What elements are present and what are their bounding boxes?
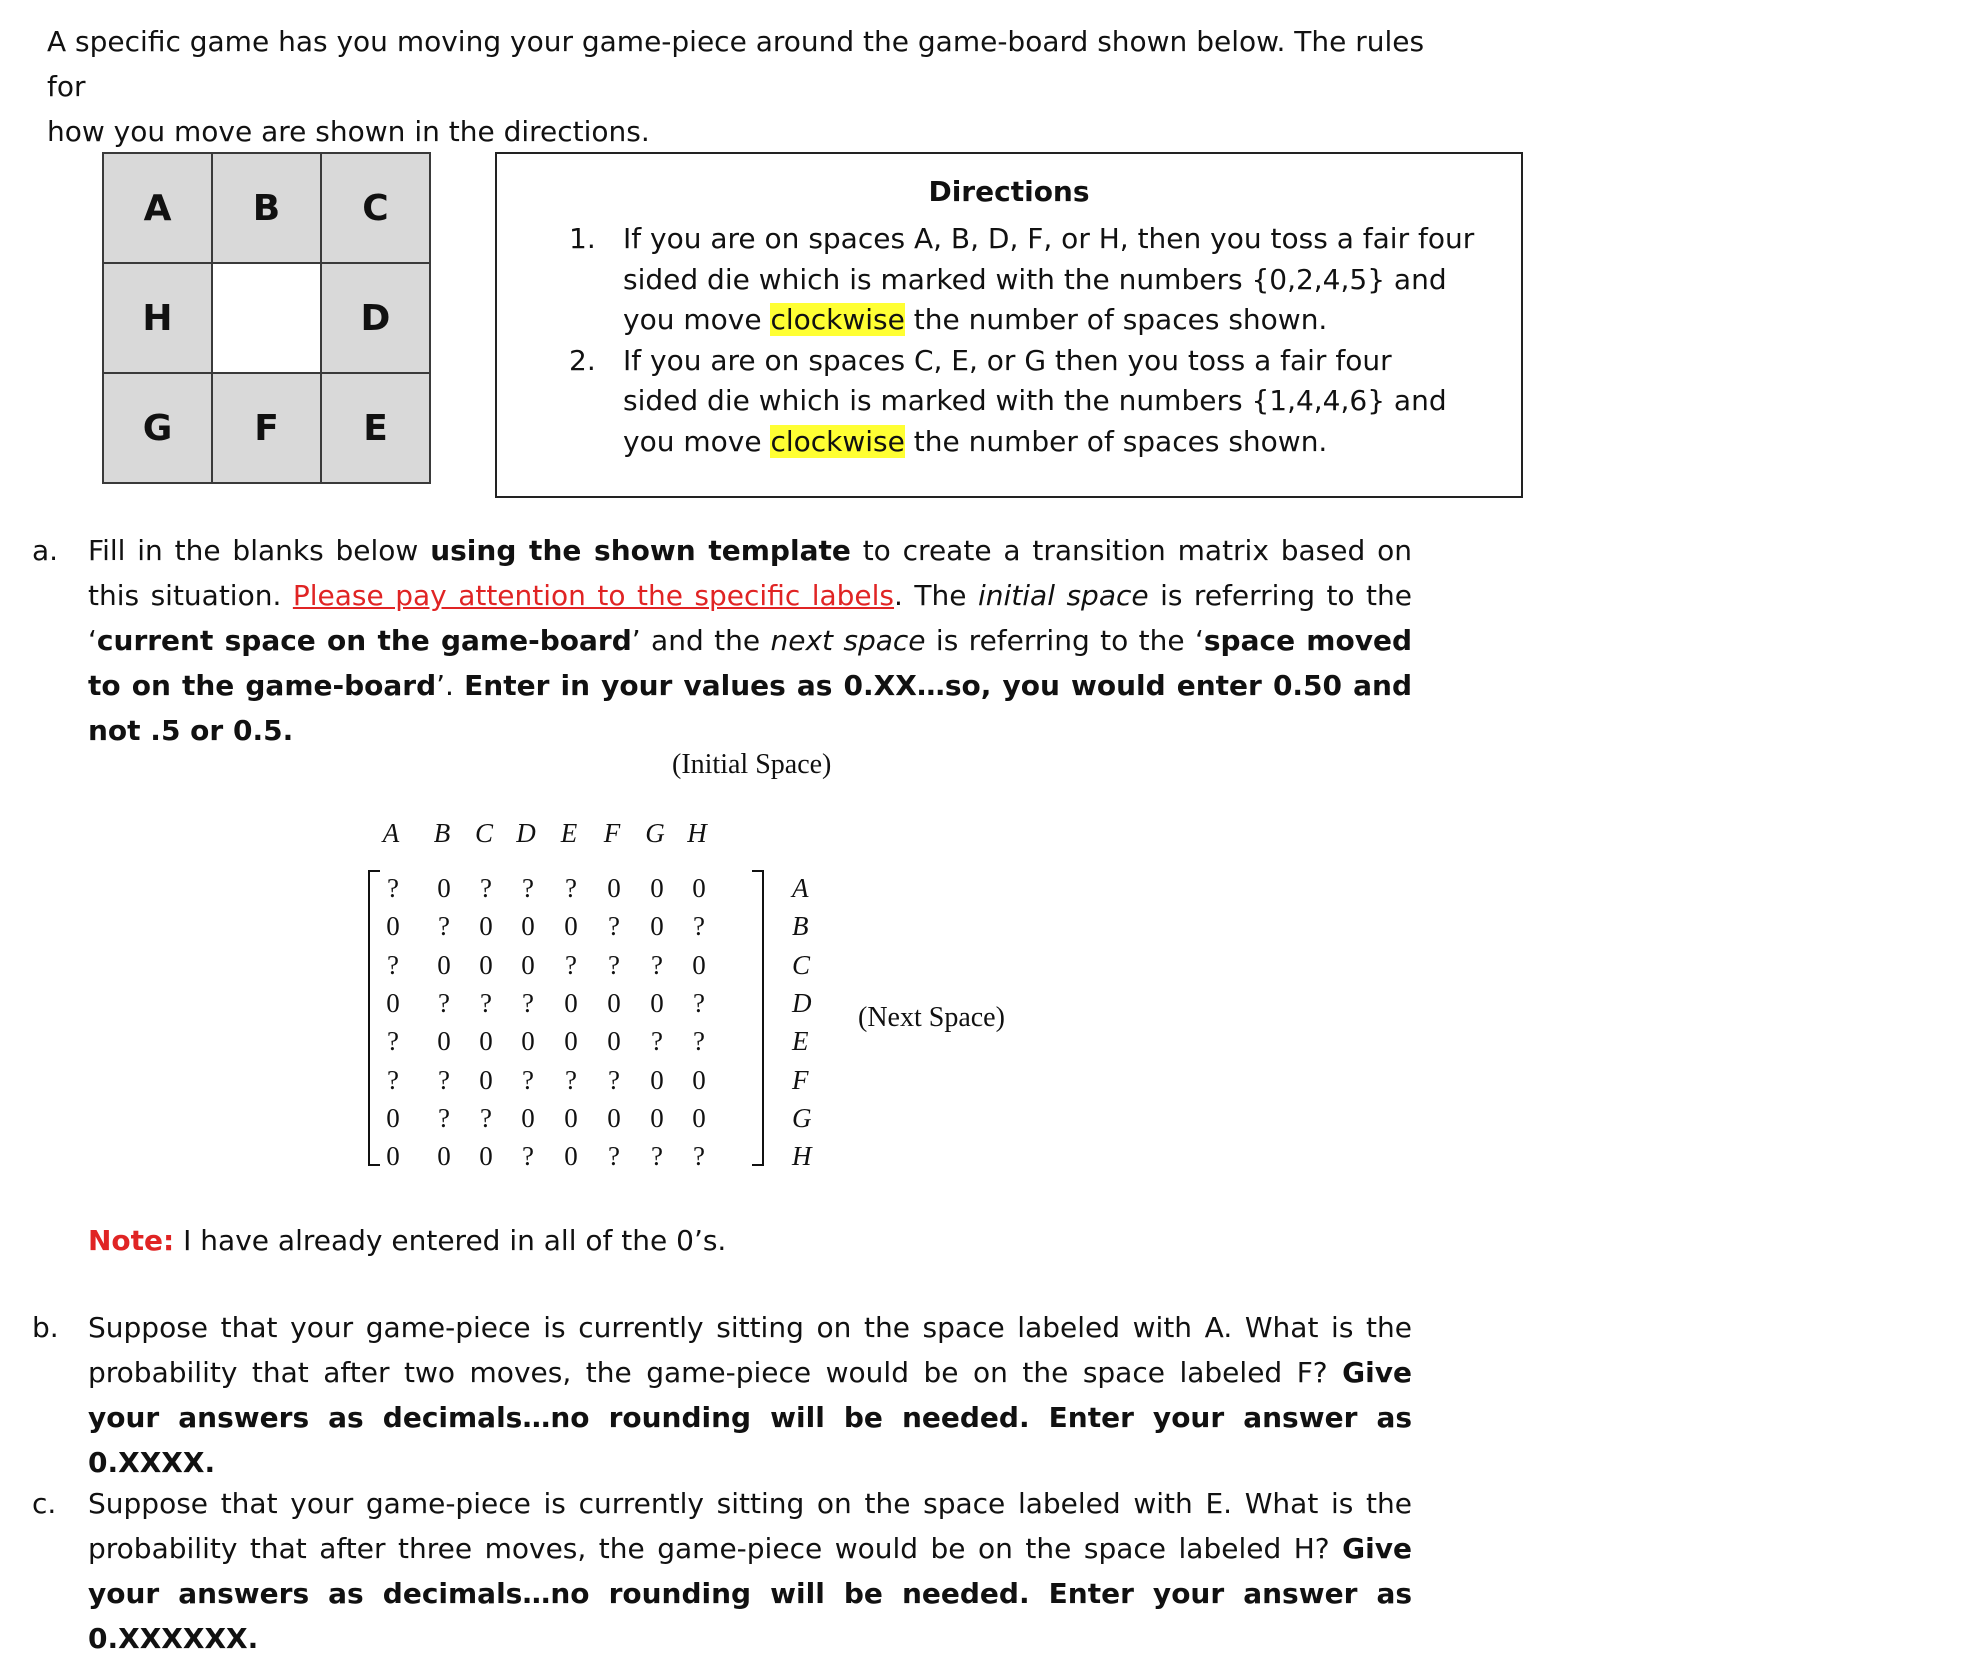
qa-bold-2: current space on the game-board — [96, 624, 632, 657]
question-a-label: a. — [32, 534, 59, 567]
matrix-cell: ? — [438, 988, 450, 1018]
matrix-cell: ? — [480, 1103, 492, 1133]
next-space-label: (Next Space) — [858, 1002, 1005, 1033]
matrix-cell: 0 — [607, 988, 621, 1018]
direction-item-1 — [555, 219, 1475, 341]
intro-line-2: how you move are shown in the directions. — [47, 115, 650, 148]
question-b-label: b. — [32, 1311, 59, 1344]
matrix-col-header: A — [382, 818, 400, 848]
board-cell-h: H — [103, 263, 212, 373]
matrix-cell: 0 — [521, 911, 535, 941]
matrix-cell: ? — [522, 988, 534, 1018]
matrix-cell: 0 — [479, 950, 493, 980]
matrix-row-label: C — [792, 950, 811, 980]
board-cell-f: F — [212, 373, 321, 483]
matrix-cell: ? — [387, 873, 399, 903]
qb-bold: Give your answers as decimals…no rounding will be needed. Enter your answer as 0.XXXX. — [88, 1356, 1412, 1479]
matrix-cell: 0 — [479, 1065, 493, 1095]
qa-text-1: Fill in the blanks below — [88, 534, 431, 567]
question-a-text — [88, 528, 1412, 753]
matrix-col-header: H — [687, 818, 707, 848]
matrix-row-label: G — [792, 1103, 812, 1133]
matrix-cell: ? — [438, 911, 450, 941]
matrix-cell: 0 — [564, 1141, 578, 1171]
matrix-cell: 0 — [479, 911, 493, 941]
matrix-row-label: D — [792, 988, 812, 1018]
board-cell-e: E — [321, 373, 430, 483]
matrix-row-label: A — [792, 873, 809, 903]
intro-paragraph — [47, 19, 1427, 154]
matrix-row-label: B — [792, 911, 809, 941]
qa-text-6: is referring to the ‘ — [925, 624, 1204, 657]
matrix-cell: ? — [608, 1141, 620, 1171]
note — [88, 1218, 726, 1263]
qa-text-4: is referring to the ‘ — [88, 579, 1412, 657]
matrix-cell: 0 — [386, 1141, 400, 1171]
matrix-cell: ? — [480, 873, 492, 903]
matrix-right-bracket — [752, 870, 764, 1166]
qa-bold-1: using the shown template — [430, 534, 851, 567]
matrix-cell: 0 — [692, 1065, 706, 1095]
matrix-cell: ? — [387, 950, 399, 980]
matrix-cell: 0 — [650, 1103, 664, 1133]
matrix-cell: ? — [522, 1065, 534, 1095]
matrix-row-label: F — [792, 1065, 809, 1095]
board-cell-c: C — [321, 153, 430, 263]
qa-bold-4: Enter in your values as 0.XX…so, you would enter 0.50 and not .5 or 0.5. — [88, 669, 1412, 747]
note-label: Note: — [88, 1224, 175, 1257]
matrix-cell: ? — [565, 1065, 577, 1095]
directions-title: Directions — [928, 175, 1090, 208]
matrix-cell: 0 — [692, 873, 706, 903]
highlighted-word: clockwise — [770, 303, 905, 336]
matrix-cell: 0 — [564, 988, 578, 1018]
matrix-cell: ? — [387, 1065, 399, 1095]
matrix-cell: 0 — [437, 1141, 451, 1171]
qa-italic-1: initial space — [977, 579, 1149, 612]
qa-red-instruction: Please pay attention to the specific labels — [292, 579, 895, 612]
direction-number: 1. — [569, 222, 596, 255]
matrix-col-header: E — [560, 818, 578, 848]
matrix-cell: ? — [387, 1026, 399, 1056]
matrix-cell: 0 — [386, 1103, 400, 1133]
direction-text-end: the number of spaces shown. — [904, 303, 1328, 336]
matrix-cell: 0 — [692, 950, 706, 980]
matrix-cell: ? — [693, 1141, 705, 1171]
matrix-cell: 0 — [437, 950, 451, 980]
direction-number: 2. — [569, 343, 596, 377]
matrix-cell: 0 — [437, 873, 451, 903]
qa-italic-2: next space — [770, 624, 926, 657]
matrix-cell: ? — [480, 988, 492, 1018]
matrix-cell: 0 — [564, 1103, 578, 1133]
highlighted-word: clockwise — [770, 424, 905, 458]
matrix-cell: 0 — [650, 911, 664, 941]
board-row — [103, 373, 430, 483]
direction-item-2 — [555, 341, 1475, 463]
matrix-cell: 0 — [564, 911, 578, 941]
matrix-cell: ? — [438, 1065, 450, 1095]
direction-text: If you are on spaces A, B, D, F, or H, then you toss a fair four sided die which is marked with the numbers {0,2,4,5} and you move — [623, 222, 1475, 336]
note-text: I have already entered in all of the 0’s. — [174, 1224, 727, 1257]
matrix-cell: 0 — [386, 988, 400, 1018]
board-row — [103, 153, 430, 263]
matrix-cell: 0 — [692, 1103, 706, 1133]
matrix-cell: ? — [693, 911, 705, 941]
board-cell-d: D — [321, 263, 430, 373]
matrix-cell: ? — [608, 950, 620, 980]
matrix-cell: 0 — [437, 1026, 451, 1056]
qa-text-5: ’ and the — [631, 624, 771, 657]
matrix-cell: 0 — [607, 1026, 621, 1056]
qc-text: Suppose that your game-piece is currently sitting on the space labeled with E. What is the probability that after three moves, the game-piece would be on the space labeled H? — [88, 1487, 1412, 1565]
matrix-cell: ? — [522, 1141, 534, 1171]
matrix-cell: ? — [565, 950, 577, 980]
matrix-cell: ? — [608, 911, 620, 941]
matrix-col-header: G — [645, 818, 665, 848]
matrix-cell: ? — [651, 1026, 663, 1056]
matrix-cell: 0 — [521, 1103, 535, 1133]
question-c-text — [88, 1481, 1412, 1661]
direction-text-end: the number of spaces shown. — [904, 424, 1328, 458]
matrix-col-header: C — [474, 818, 493, 848]
matrix-row-label: E — [792, 1026, 809, 1056]
board-cell-g: G — [103, 373, 212, 483]
matrix-row-label: H — [792, 1141, 812, 1171]
directions-box — [495, 152, 1523, 498]
game-board — [102, 152, 431, 484]
intro-line-1: A specific game has you moving your game-piece around the game-board shown below. The rules for — [47, 25, 1425, 103]
matrix-cell: 0 — [650, 873, 664, 903]
qa-text-7: ’. — [436, 669, 465, 702]
qa-text-3: . The — [894, 579, 978, 612]
matrix-cell: 0 — [521, 950, 535, 980]
qb-text: Suppose that your game-piece is currently sitting on the space labeled with A. What is the probability that after two moves, the game-piece would be on the space labeled F? — [88, 1311, 1412, 1389]
matrix-cell: 0 — [650, 1065, 664, 1095]
transition-matrix — [368, 864, 768, 1176]
qa-bold-3: space moved to on the game-board — [88, 624, 1413, 702]
matrix-cell: ? — [522, 873, 534, 903]
matrix-cell: 0 — [564, 1026, 578, 1056]
question-c — [32, 1481, 1412, 1661]
matrix-cell: ? — [693, 1026, 705, 1056]
board-row — [103, 263, 430, 373]
matrix-cell: ? — [693, 988, 705, 1018]
question-b-text — [88, 1305, 1412, 1485]
directions-list — [555, 219, 1475, 462]
question-b — [32, 1305, 1412, 1485]
board-cell-b: B — [212, 153, 321, 263]
matrix-cell: ? — [651, 950, 663, 980]
matrix-col-header: B — [433, 818, 451, 848]
matrix-cell: 0 — [479, 1026, 493, 1056]
matrix-cell: 0 — [521, 1026, 535, 1056]
matrix-cell: 0 — [479, 1141, 493, 1171]
matrix-col-header: F — [603, 818, 621, 848]
board-center-blank — [212, 263, 321, 373]
matrix-col-header: D — [516, 818, 536, 848]
matrix-cell: ? — [565, 873, 577, 903]
matrix-cell: ? — [651, 1141, 663, 1171]
matrix-cell: 0 — [607, 873, 621, 903]
board-cell-a: A — [103, 153, 212, 263]
direction-text: If you are on spaces C, E, or G then you toss a fair four sided die which is marked with the numbers {1,4,4,6} and you move — [623, 343, 1447, 458]
matrix-cell: ? — [608, 1065, 620, 1095]
matrix-cell: 0 — [386, 911, 400, 941]
matrix-cell: 0 — [650, 988, 664, 1018]
question-c-label: c. — [32, 1487, 57, 1520]
matrix-cell: ? — [438, 1103, 450, 1133]
initial-space-label: (Initial Space) — [672, 749, 832, 780]
question-a — [32, 528, 1412, 753]
matrix-cell: 0 — [607, 1103, 621, 1133]
qc-bold: Give your answers as decimals…no rounding will be needed. Enter your answer as 0.XXXXXX. — [88, 1532, 1412, 1655]
qa-text-2: to create a transition matrix based on this situation. — [88, 534, 1412, 612]
